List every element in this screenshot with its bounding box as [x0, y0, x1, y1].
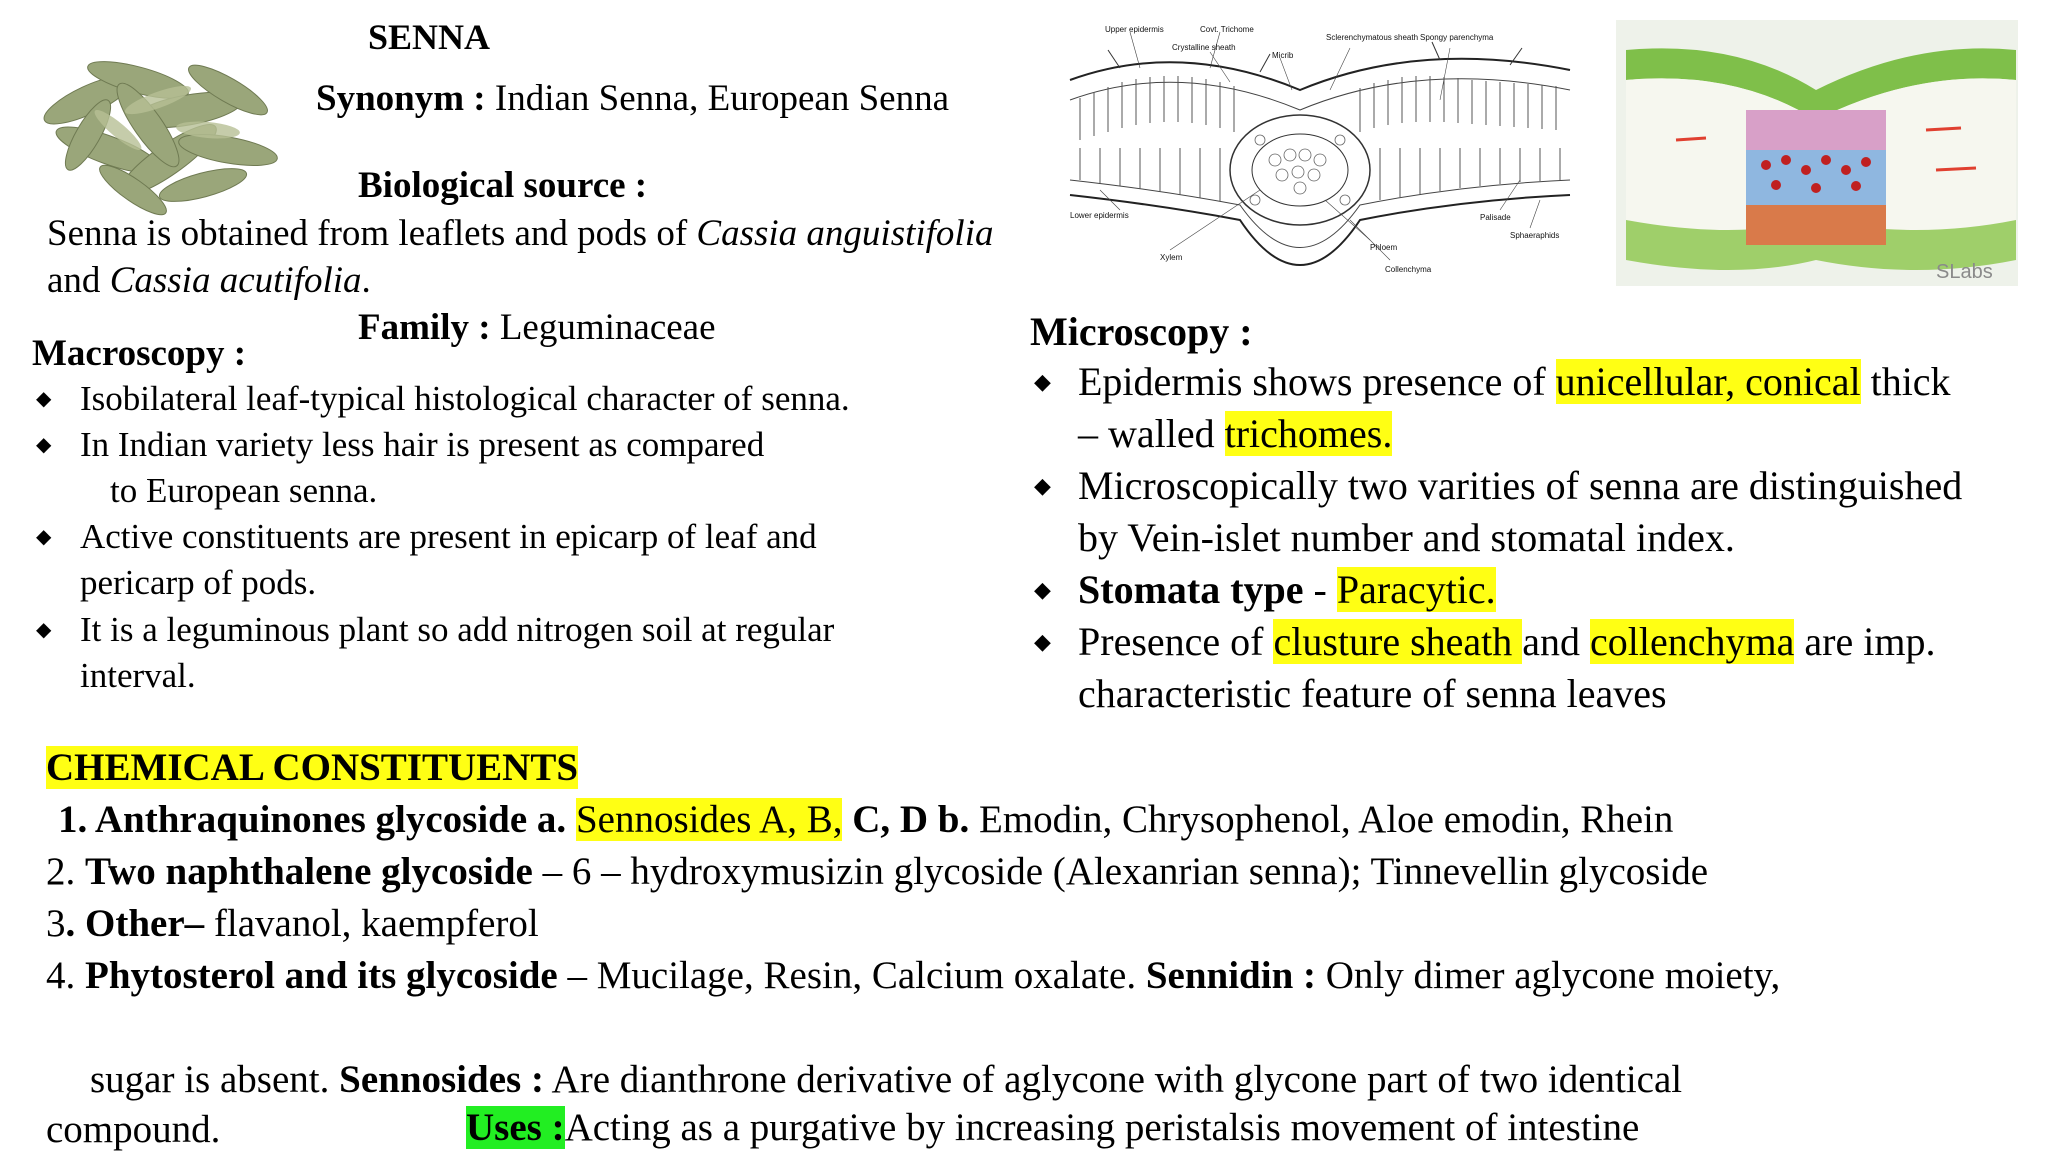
text-run: -: [1303, 567, 1337, 612]
macroscopy-item-3-line-2: pericarp of pods.: [80, 563, 317, 602]
bullet-icon: ◆: [1034, 629, 1051, 654]
text-run: Sennosides :: [339, 1058, 544, 1101]
text-run: flavanol, kaempferol: [204, 902, 539, 945]
macroscopy-item-4-line-2: interval.: [80, 656, 196, 695]
chemical-line-1: [58, 794, 1673, 846]
label-micrib: Micrib: [1272, 51, 1294, 60]
bullet-icon: ◆: [1034, 577, 1051, 602]
synonym-value: Indian Senna, European Senna: [485, 78, 950, 119]
microscopy-item-2-line-1: Microscopically two varities of senna are distinguished: [1078, 463, 1963, 508]
bullet-icon: ◆: [36, 619, 52, 641]
bullet-icon: ◆: [1034, 369, 1051, 394]
text-run: Two naphthalene glycoside: [85, 850, 533, 893]
leaf-section-photo: [1616, 20, 2018, 286]
text-run: Only dimer aglycone moiety,: [1316, 954, 1781, 997]
text-run: – 6 – hydroxymusizin glycoside (Alexanrian senna); Tinnevellin glycoside: [532, 850, 1709, 893]
chemical-line-6: compound.: [46, 1108, 221, 1151]
chemical-line-5: [90, 1054, 1682, 1106]
text-run: Emodin, Chrysophenol, Aloe emodin, Rhein: [969, 798, 1674, 841]
label-xylem: Xylem: [1160, 253, 1183, 262]
chemical-line-2: [46, 846, 1708, 898]
synonym-line: [316, 75, 949, 123]
uses-line: [466, 1102, 1639, 1154]
biological-source-label: Biological source :: [358, 165, 648, 206]
macroscopy-item-1: Isobilateral leaf-typical histological character of senna.: [80, 379, 850, 418]
family-line: [358, 304, 716, 352]
microscopy-item-4-line-2: characteristic feature of senna leaves: [1078, 671, 1667, 716]
uses-text: Acting as a purgative by increasing peristalsis movement of intestine: [564, 1106, 1640, 1149]
bullet-icon: ◆: [36, 526, 52, 548]
microscopy-heading: Microscopy :: [1030, 309, 1253, 354]
macroscopy-item-4-line-1: It is a leguminous plant so add nitrogen soil at regular: [80, 610, 835, 649]
text-run: Sennidin :: [1145, 954, 1316, 997]
stomata-type-label: Stomata type: [1078, 567, 1304, 612]
synonym-label: Synonym :: [316, 78, 486, 119]
label-covt-trichome: Covt. Trichome: [1200, 25, 1254, 34]
photo-watermark: SLabs: [1936, 261, 1993, 283]
label-sphaeraphids: Sphaeraphids: [1510, 231, 1560, 240]
text-run: . Other–: [65, 902, 205, 945]
text-run: – Mucilage, Resin, Calcium oxalate.: [557, 954, 1146, 997]
chemical-heading: [46, 742, 578, 794]
chemical-line-4: [46, 950, 1780, 1002]
uses-label: Uses :: [466, 1106, 565, 1149]
bullet-icon: ◆: [36, 388, 52, 410]
bio-text-b: and: [47, 260, 110, 301]
text-run: 4.: [46, 954, 85, 997]
text-run: Presence of: [1078, 619, 1274, 664]
family-label: Family :: [358, 307, 491, 348]
label-upper-epidermis: Upper epidermis: [1105, 25, 1164, 34]
highlight-sennosides: Sennosides A, B,: [575, 798, 843, 841]
microscopy-item-1-line-2: [1078, 408, 1392, 460]
text-run: sugar is absent.: [90, 1058, 340, 1101]
text-run: thick: [1860, 359, 1951, 404]
biological-source-line-1: [47, 210, 994, 258]
text-run: 1. Anthraquinones glycoside a.: [58, 798, 576, 841]
bio-text-c: .: [361, 260, 371, 301]
text-run: and: [1522, 619, 1591, 664]
label-phloem: Phloem: [1370, 243, 1398, 252]
highlight-paracytic: Paracytic.: [1336, 567, 1496, 612]
text-run: 2.: [46, 850, 85, 893]
label-sclerenchymatous-sheath: Sclerenchymatous sheath: [1326, 33, 1419, 42]
microscopy-item-1-line-1: [1078, 356, 1951, 408]
macroscopy-heading: Macroscopy :: [32, 333, 247, 374]
label-crystalline-sheath: Crystalline sheath: [1172, 43, 1236, 52]
microscopy-item-4-line-1: [1078, 616, 1935, 668]
label-spongy-parenchyma: Spongy parenchyma: [1420, 33, 1494, 42]
macroscopy-item-3-line-1: Active constituents are present in epicarp of leaf and: [80, 517, 817, 556]
highlight-collenchyma: collenchyma: [1590, 619, 1795, 664]
text-run: C, D b.: [842, 798, 970, 841]
label-palisade: Palisade: [1480, 213, 1511, 222]
bio-species-1: Cassia anguistifolia: [696, 213, 994, 254]
page-title: SENNA: [368, 17, 491, 57]
text-run: are imp.: [1794, 619, 1936, 664]
leaf-section-diagram: [1060, 20, 1580, 310]
senna-leaves-image: [28, 30, 300, 220]
macroscopy-item-2-line-1: In Indian variety less hair is present as compared: [80, 425, 765, 464]
text-run: Are dianthrone derivative of aglycone with glycone part of two identical: [543, 1058, 1683, 1101]
text-run: Phytosterol and its glycoside: [85, 954, 558, 997]
chemical-heading-highlight: CHEMICAL CONSTITUENTS: [46, 746, 579, 789]
label-lower-epidermis: Lower epidermis: [1070, 211, 1129, 220]
bullet-icon: ◆: [1034, 473, 1051, 498]
bio-species-2: Cassia acutifolia: [109, 260, 362, 301]
microscopy-item-2-line-2: by Vein-islet number and stomatal index.: [1078, 515, 1735, 560]
microscopy-item-3: [1078, 564, 1496, 616]
chemical-line-3: [46, 898, 539, 950]
family-value: Leguminaceae: [490, 307, 716, 348]
bullet-icon: ◆: [36, 434, 52, 456]
highlight-unicellular-conical: unicellular, conical: [1555, 359, 1861, 404]
macroscopy-item-2-line-2: to European senna.: [110, 471, 378, 510]
highlight-clusture-sheath: clusture sheath: [1273, 619, 1523, 664]
label-collenchyma: Collenchyma: [1385, 265, 1432, 274]
text-run: 3: [46, 902, 66, 945]
highlight-trichomes: trichomes.: [1224, 411, 1393, 456]
text-run: Epidermis shows presence of: [1078, 359, 1556, 404]
bio-text-a: Senna is obtained from leaflets and pods of: [47, 213, 697, 254]
biological-source-line-2: [47, 257, 371, 305]
text-run: – walled: [1078, 411, 1225, 456]
